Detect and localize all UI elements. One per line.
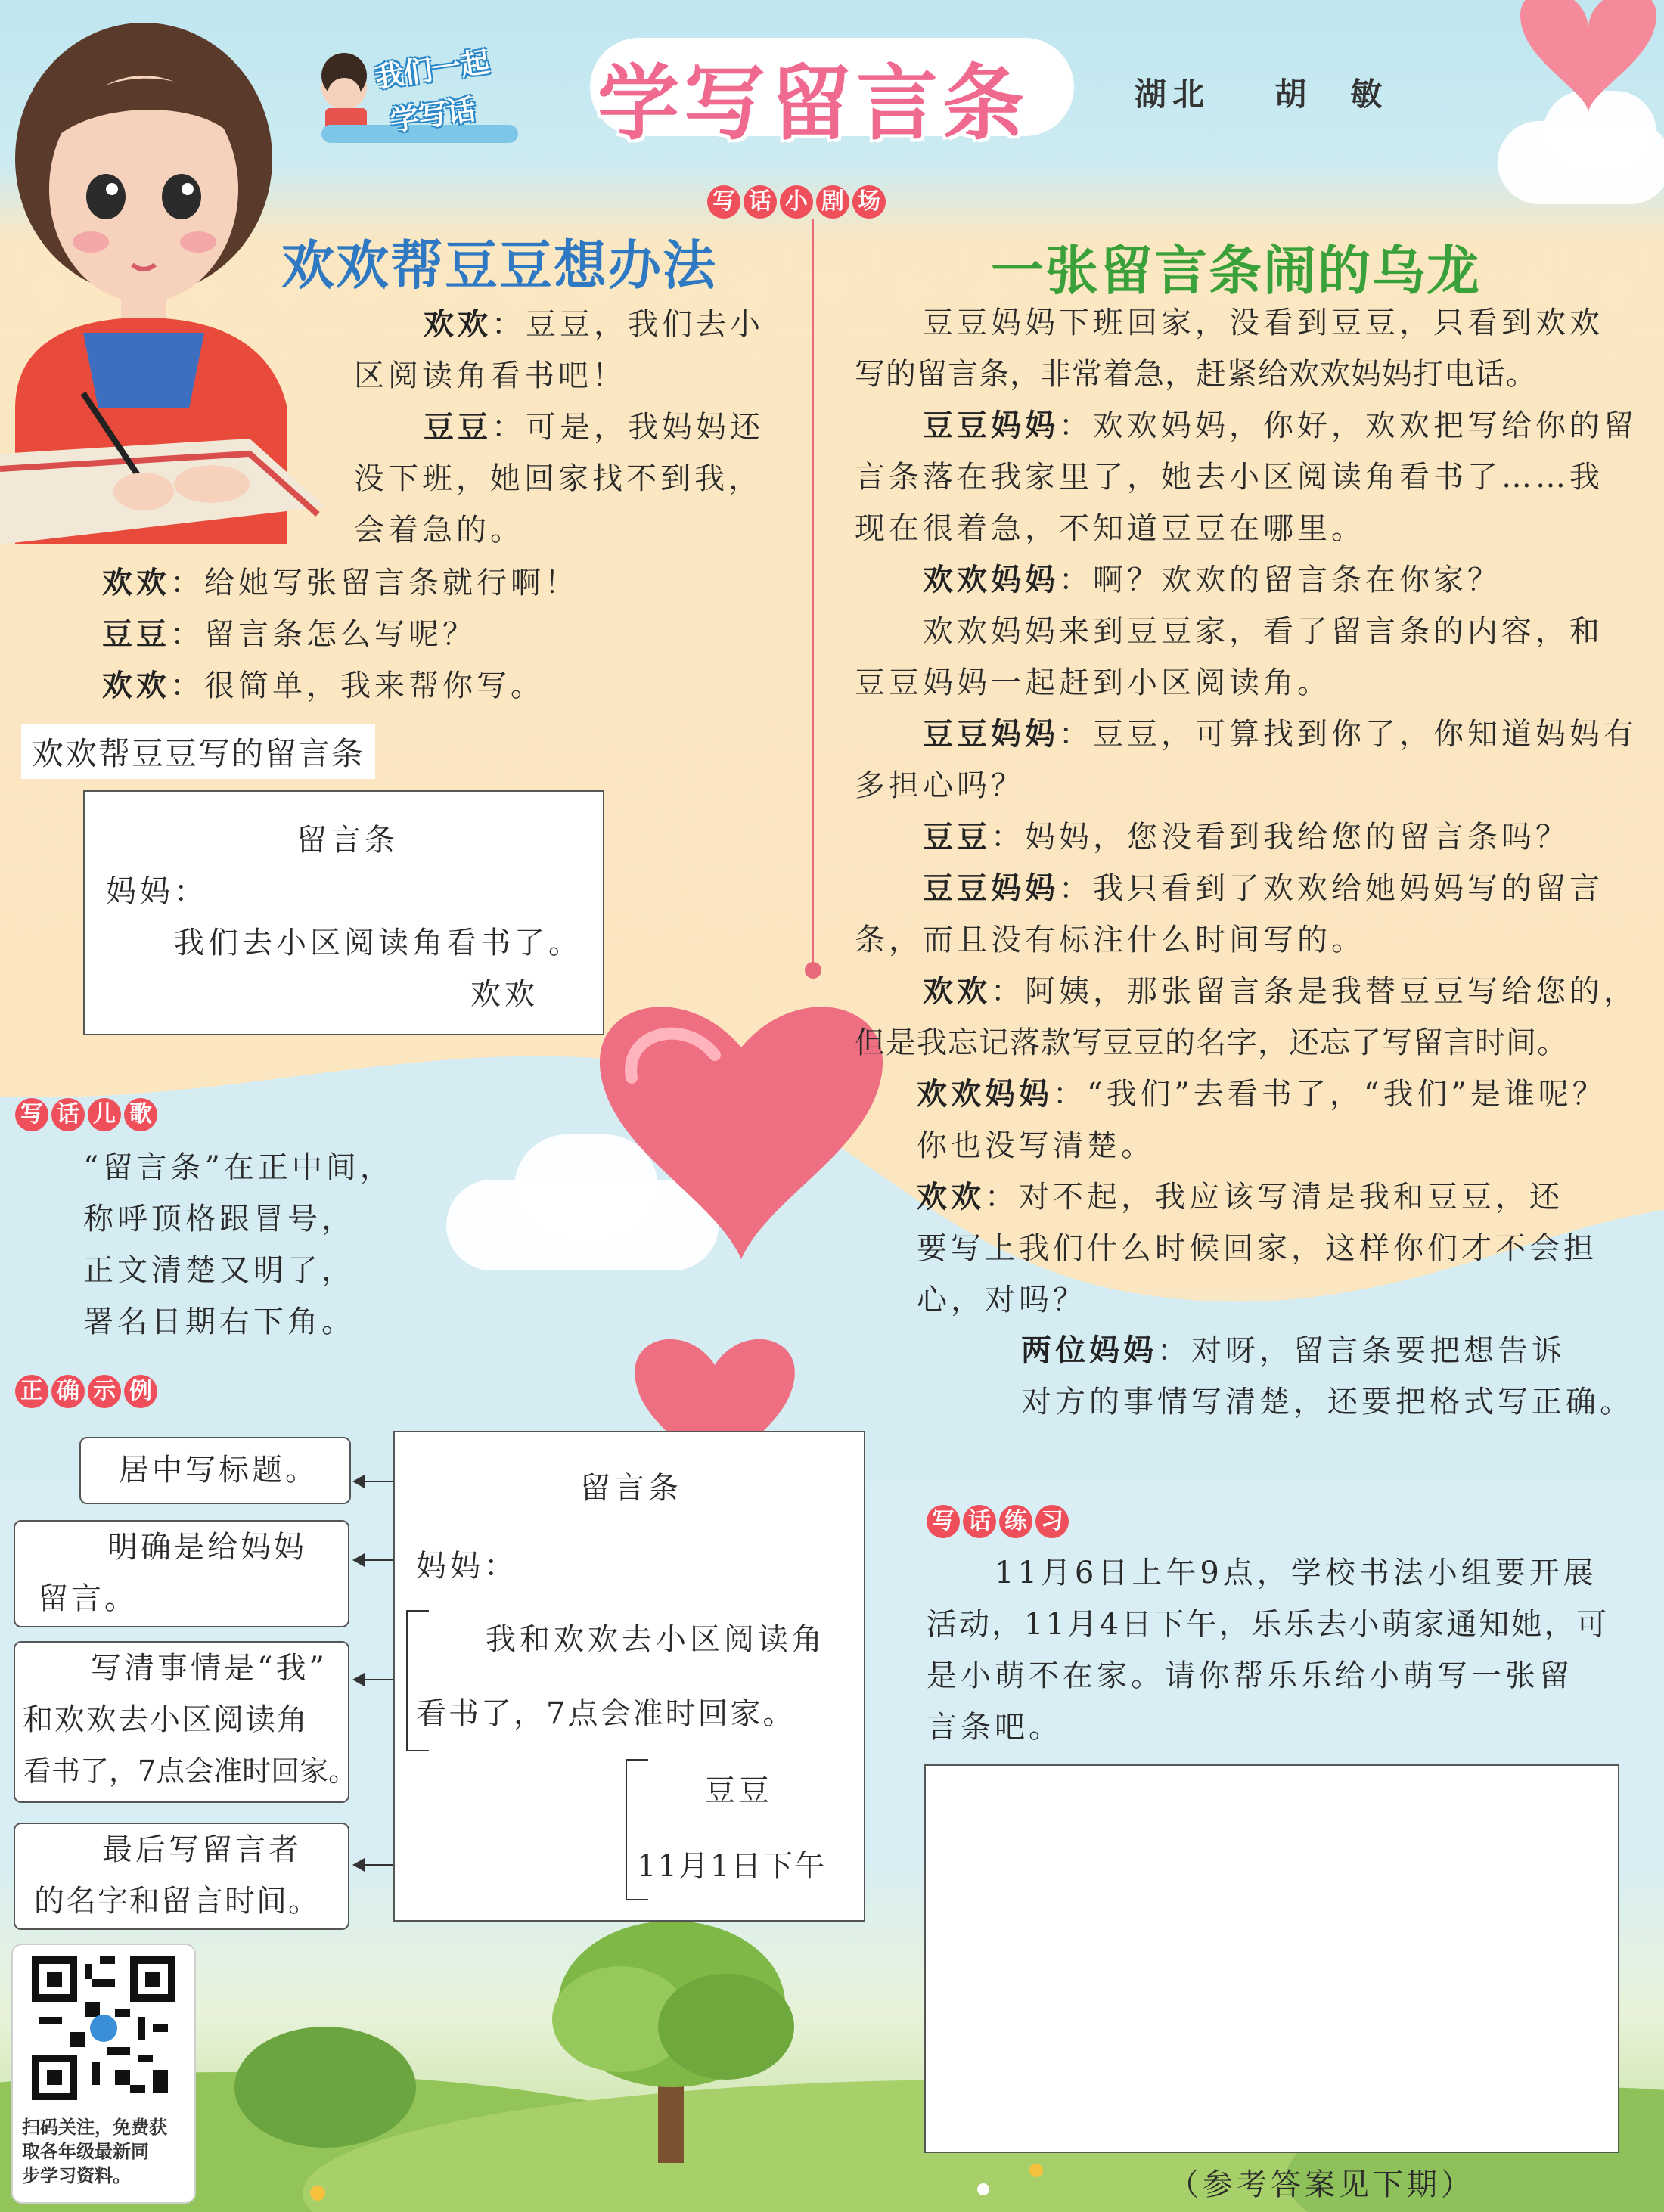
dialog-text: 区阅读角看书吧！ bbox=[354, 358, 626, 393]
dialog-text: ：“我们”去看书了，“我们”是谁呢？ bbox=[1053, 1077, 1607, 1112]
qr-caption-line: 步学习资料。 bbox=[22, 2165, 131, 2186]
dialog-speaker: 豆豆妈妈 bbox=[923, 408, 1059, 443]
dialog-text: 现在很着急，不知道豆豆在哪里。 bbox=[855, 511, 1365, 546]
dialog-text: ：妈妈，您没看到我给您的留言条吗？ bbox=[991, 820, 1569, 855]
note-greeting: 妈妈： bbox=[106, 874, 208, 909]
dialog-text: 豆豆妈妈下班回家，没看到豆豆，只看到欢欢 bbox=[923, 306, 1603, 340]
rhyme-text bbox=[83, 1142, 394, 1348]
callout-text: 的名字和留言时间。 bbox=[34, 1884, 320, 1919]
dialog-text: 要写上我们什么时候回家，这样你们才不会担 bbox=[917, 1231, 1597, 1266]
dialog-text: 会着急的。 bbox=[354, 513, 524, 548]
dialog-text: ：对不起，我应该写清是我和豆豆，还 bbox=[985, 1180, 1563, 1215]
tag-char: 例 bbox=[124, 1375, 157, 1408]
dialog-line bbox=[102, 557, 579, 609]
tag-char: 小 bbox=[780, 185, 813, 219]
story-line bbox=[855, 914, 1626, 966]
dialog-text: ：欢欢妈妈，你好，欢欢把写给你的留 bbox=[1059, 408, 1638, 443]
tag-writing-theater bbox=[707, 185, 886, 219]
practice-line: 是小萌不在家。请你帮乐乐给小萌写一张留 bbox=[927, 1658, 1573, 1693]
dialog-speaker: 豆豆 bbox=[424, 410, 492, 445]
heart-balloon-top-right bbox=[1513, 0, 1664, 121]
dialog-line bbox=[354, 453, 762, 504]
dialog-speaker: 豆豆妈妈 bbox=[923, 871, 1059, 906]
dialog-text: 没下班，她回家找不到我， bbox=[354, 461, 762, 496]
story-line bbox=[917, 1223, 1635, 1274]
note-date: 11月1日下午 bbox=[637, 1849, 827, 1884]
story-line bbox=[855, 400, 1638, 451]
dialog-text: 豆豆妈妈一起赶到小区阅读角。 bbox=[855, 665, 1331, 700]
bracket-body-bottom bbox=[406, 1750, 429, 1751]
tag-char: 写 bbox=[927, 1505, 960, 1538]
qr-caption-line: 扫码关注，免费获 bbox=[22, 2117, 167, 2138]
dialog-line bbox=[354, 504, 524, 556]
note-body: 我和欢欢去小区阅读角 bbox=[486, 1622, 826, 1657]
note-label: 欢欢帮豆豆写的留言条 bbox=[21, 724, 375, 779]
practice-answer-box[interactable] bbox=[924, 1764, 1619, 2153]
story-line bbox=[1021, 1325, 1641, 1376]
tag-writing-rhyme bbox=[15, 1098, 157, 1131]
message-note-example bbox=[393, 1431, 865, 1922]
dialog-speaker: 欢欢妈妈 bbox=[923, 563, 1059, 597]
dialog-text: 欢欢妈妈来到豆豆家，看了留言条的内容，和 bbox=[923, 614, 1603, 649]
dialog-text: 多担心吗？ bbox=[855, 768, 1025, 803]
bracket-sign-top bbox=[626, 1759, 648, 1761]
callout-text: 看书了，7点会准时回家。 bbox=[23, 1754, 358, 1788]
tag-char: 习 bbox=[1035, 1505, 1069, 1538]
callout-title bbox=[79, 1437, 351, 1504]
dialog-text: ：豆豆，我们去小 bbox=[492, 307, 764, 342]
author-region: 湖北 bbox=[1135, 76, 1211, 113]
bracket-body-top bbox=[406, 1610, 429, 1612]
divider-line bbox=[812, 219, 814, 968]
dialog-line bbox=[102, 660, 545, 712]
story-line bbox=[917, 1120, 1635, 1171]
left-story-heading: 欢欢帮豆豆想办法 bbox=[281, 234, 717, 296]
dialog-text: 你也没写清楚。 bbox=[917, 1128, 1155, 1163]
practice-text bbox=[927, 1547, 1609, 1753]
note-greeting: 妈妈： bbox=[416, 1549, 518, 1584]
dialog-text: ：可是，我妈妈还 bbox=[492, 410, 764, 445]
bracket-sign-bottom bbox=[626, 1899, 648, 1900]
callout-text: 写清事情是“我” bbox=[91, 1651, 328, 1686]
story-line bbox=[855, 760, 1626, 811]
dialog-text: ：给她写张留言条就行啊！ bbox=[170, 566, 579, 600]
right-story-body-2 bbox=[917, 1069, 1635, 1326]
story-line bbox=[855, 451, 1626, 503]
note-title: 留言条 bbox=[580, 1471, 682, 1506]
story-line bbox=[855, 349, 1626, 400]
dialog-speaker: 欢欢 bbox=[102, 669, 170, 703]
page-title: 学写留言条 bbox=[598, 57, 1029, 151]
callout-text: 最后写留言者 bbox=[102, 1832, 302, 1867]
dialog-line bbox=[424, 299, 764, 350]
tag-writing-practice bbox=[927, 1505, 1069, 1538]
dialog-text: 言条落在我家里了，她去小区阅读角看书了……我 bbox=[855, 460, 1603, 495]
bracket-body bbox=[406, 1610, 408, 1750]
rhyme-line: 署名日期右下角。 bbox=[83, 1305, 355, 1339]
dialog-text: ：对呀，留言条要把想告诉 bbox=[1157, 1333, 1566, 1368]
dialog-speaker: 欢欢 bbox=[102, 566, 170, 600]
qr-code-icon[interactable] bbox=[32, 1956, 175, 2100]
story-line bbox=[855, 709, 1638, 760]
dialog-text: ：留言条怎么写呢？ bbox=[170, 617, 477, 652]
story-line bbox=[855, 503, 1626, 554]
dialog-text: 条，而且没有标注什么时间写的。 bbox=[855, 923, 1365, 957]
tag-char: 写 bbox=[707, 185, 740, 219]
tag-char: 话 bbox=[744, 185, 777, 219]
rhyme-line: 正文清楚又明了， bbox=[83, 1253, 355, 1288]
message-note-left bbox=[83, 790, 604, 1035]
dialog-line bbox=[424, 402, 764, 453]
story-line bbox=[917, 1274, 1635, 1326]
callout-text: 留言。 bbox=[38, 1581, 138, 1616]
right-story-heading: 一张留言条闹的乌龙 bbox=[991, 240, 1481, 302]
dialog-speaker: 豆豆妈妈 bbox=[923, 717, 1059, 752]
story-line bbox=[855, 606, 1626, 657]
dialog-text: ：很简单，我来帮你写。 bbox=[170, 669, 545, 703]
tag-char: 确 bbox=[51, 1375, 85, 1408]
dialog-speaker: 欢欢 bbox=[917, 1180, 985, 1215]
series-badge bbox=[314, 42, 526, 140]
story-line bbox=[855, 657, 1626, 709]
dialog-speaker: 豆豆 bbox=[923, 820, 991, 855]
dialog-text: 对方的事情写清楚，还要把格式写正确。 bbox=[1021, 1385, 1634, 1419]
dialog-speaker: 豆豆 bbox=[102, 617, 170, 652]
practice-line: 言条吧。 bbox=[927, 1710, 1063, 1745]
right-story-body-3 bbox=[1021, 1325, 1641, 1428]
tag-char: 话 bbox=[963, 1505, 996, 1538]
divider-dot bbox=[805, 962, 821, 979]
dialog-speaker: 两位妈妈 bbox=[1021, 1333, 1157, 1368]
story-line bbox=[855, 966, 1638, 1017]
heart-balloon-large bbox=[586, 987, 896, 1267]
tag-char: 场 bbox=[852, 185, 886, 219]
callout-body bbox=[14, 1641, 358, 1803]
dialog-text: ：啊？欢欢的留言条在你家？ bbox=[1059, 563, 1501, 597]
callout-signature bbox=[14, 1823, 349, 1930]
dialog-text: ：我只看到了欢欢给她妈妈写的留言 bbox=[1059, 871, 1603, 906]
tag-char: 儿 bbox=[88, 1098, 121, 1131]
dialog-speaker: 欢欢妈妈 bbox=[917, 1077, 1053, 1112]
tag-char: 剧 bbox=[816, 185, 849, 219]
qr-panel bbox=[11, 1944, 196, 2204]
tag-char: 正 bbox=[15, 1375, 48, 1408]
story-line bbox=[917, 1171, 1635, 1223]
story-line bbox=[1021, 1376, 1641, 1428]
tag-correct-example bbox=[15, 1375, 157, 1408]
note-sign: 豆豆 bbox=[705, 1773, 773, 1808]
dialog-text: 心，对吗？ bbox=[917, 1283, 1087, 1317]
practice-line: 11月6日上午9点，学校书法小组要开展 bbox=[995, 1556, 1597, 1590]
tag-char: 话 bbox=[51, 1098, 85, 1131]
story-line bbox=[855, 1017, 1626, 1069]
badge-line1: 我们一起 bbox=[373, 45, 492, 95]
note-sign: 欢欢 bbox=[470, 977, 539, 1012]
dialog-speaker: 欢欢 bbox=[923, 974, 991, 1009]
dialog-text: ：阿姨，那张留言条是我替豆豆写给您的， bbox=[991, 974, 1638, 1009]
author-line bbox=[1135, 70, 1388, 115]
dialog-speaker: 欢欢 bbox=[424, 307, 492, 342]
author-name: 胡 敏 bbox=[1274, 76, 1389, 113]
note-title: 留言条 bbox=[296, 823, 399, 858]
dialog-line bbox=[354, 350, 626, 402]
note-body: 我们去小区阅读角看书了。 bbox=[174, 926, 582, 960]
qr-caption bbox=[22, 2115, 167, 2188]
rhyme-line: 称呼顶格跟冒号， bbox=[83, 1202, 355, 1236]
qr-caption-line: 取各年级最新同 bbox=[22, 2141, 149, 2162]
badge-line2: 学写话 bbox=[387, 92, 479, 138]
tag-char: 示 bbox=[88, 1375, 121, 1408]
dialog-text: ：豆豆，可算找到你了，你知道妈妈有 bbox=[1059, 717, 1638, 752]
story-line bbox=[917, 1069, 1635, 1120]
callout-greeting bbox=[14, 1520, 349, 1627]
dialog-text: 写的留言条，非常着急，赶紧给欢欢妈妈打电话。 bbox=[855, 357, 1537, 392]
story-line bbox=[855, 811, 1626, 863]
note-body: 看书了，7点会准时回家。 bbox=[416, 1696, 796, 1731]
right-story-body bbox=[855, 297, 1638, 1069]
practice-line: 活动，11月4日下午，乐乐去小萌家通知她，可 bbox=[927, 1607, 1610, 1642]
rhyme-line: “留言条”在正中间， bbox=[83, 1150, 394, 1185]
answer-note: （参考答案见下期） bbox=[1169, 2167, 1475, 2202]
callout-text: 居中写标题。 bbox=[119, 1453, 318, 1488]
story-line bbox=[855, 297, 1626, 349]
callout-text: 和欢欢去小区阅读角 bbox=[23, 1702, 309, 1737]
tag-char: 练 bbox=[999, 1505, 1032, 1538]
story-line bbox=[855, 554, 1626, 606]
tag-char: 歌 bbox=[124, 1098, 157, 1131]
dialog-text: 但是我忘记落款写豆豆的名字，还忘了写留言时间。 bbox=[855, 1025, 1568, 1060]
dialog-line bbox=[102, 609, 477, 660]
bracket-sign bbox=[626, 1759, 627, 1899]
story-line bbox=[855, 863, 1626, 914]
tag-char: 写 bbox=[15, 1098, 48, 1131]
callout-text: 明确是给妈妈 bbox=[107, 1530, 307, 1565]
